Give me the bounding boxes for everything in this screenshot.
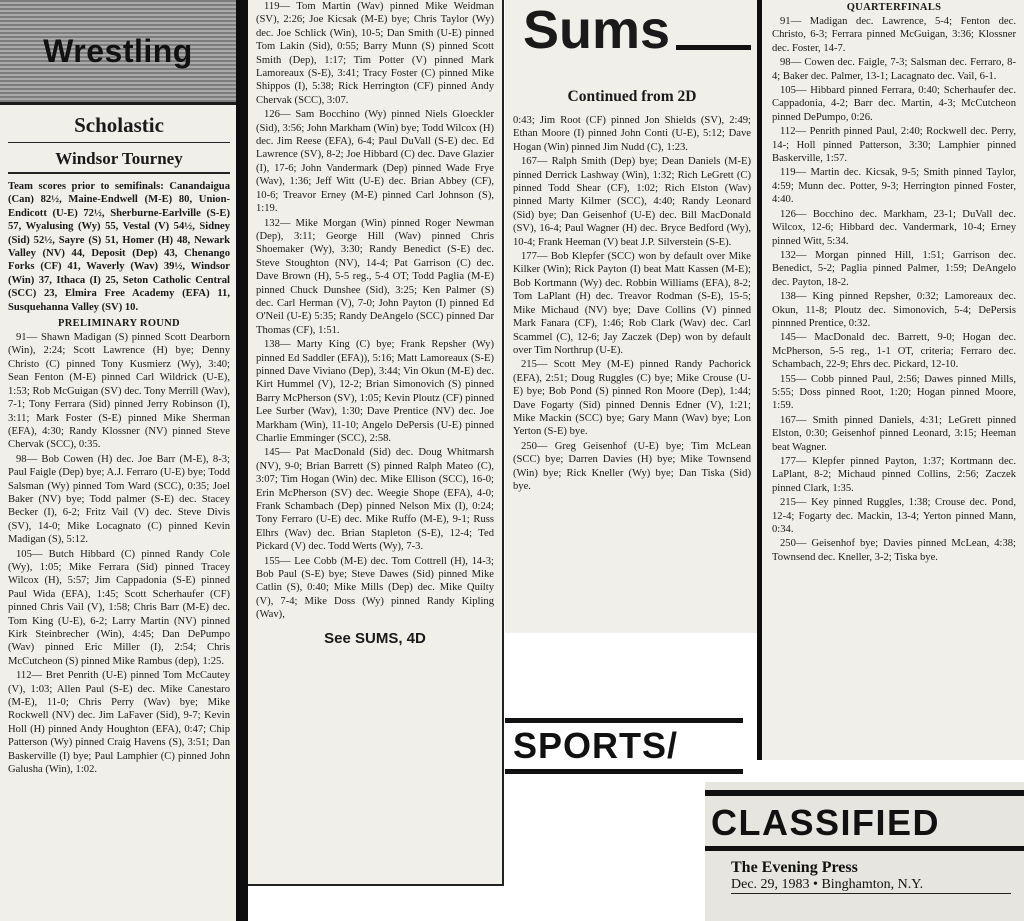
result-paragraph: 138— Marty King (C) bye; Frank Repsher (Wy) pinned Ed Saddler (EFA)), 5:16; Matt Lamoreaux (S-E) pinned Dave Viviano (Dep), 3:44; Vin Okun (M-E) dec. Kirt Hummel (V), 12-2; Brian Simonovich (S) pinned Barry McPherson (SV), 1:05; Kevin Ploutz (CF) pinned Lee Surber (Wav), 1:30; Dave Prentice (NV) dec. Joe Markham (Win), 11-10; Angelo DePersis (U-E) pinned Charlie Emminger (SCC), 2:58. xyxy=(256,339,494,444)
result-paragraph: 167— Ralph Smith (Dep) bye; Dean Daniels (M-E) pinned Derrick Lashway (Win), 1:32; Rich LeGrett (C) pinned Todd Shear (CF), 1:02; Rich Elston (Wav) pinned Marty Kilmer (SCC), 4:40; Randy Leonard (Sid) bye; Dan Geisenhof (U-E) dec. Bill MacDonald (SV), 16-4; Paul Wagner (H) dec. Bryce Bedford (Wy), 10-4; Frank Heeman (V) beat J.P. Silverstein (S-E). xyxy=(513,156,751,248)
result-paragraph: 119— Tom Martin (Wav) pinned Mike Weidman (SV), 2:26; Joe Kicsak (M-E) bye; Chris Taylor (Wy) dec. Joe Schlick (Win), 10-5; Dan Smith (U-E) pinned Tom Lakin (Sid), 0:55; Barry Munn (S) pinned Scott Smith (Dep), 1:17; Tim Potter (V) pinned Mark Lamoreaux (S-E), 3:41; Tracy Foster (C) pinned Mike Shippos (I), 5:38; Rick Herrington (CF) pinned Andy Chervak (SCC), 3:07. xyxy=(256,1,494,106)
column-divider xyxy=(236,0,248,921)
sums-heading xyxy=(523,0,751,60)
bottom-rule xyxy=(705,846,1024,851)
team-scores: Team scores prior to semifinals: Canandaigua (Can) 82½, Maine-Endwell (M-E) 80, Union-Endicott (U-E) 72½, Sherburne-Earlville (S-E) 57, Wyalusing (Wy) 55, Vestal (V) 54½, Sidney (Sid) 52½, Sayre (S) 51, Homer (H) 48, Newark Valley (NV) 44, Deposit (Dep) 43, Chenango Forks (CF) 41, Waverly (Wav) 39½, Windsor (Win) 37, Ithaca (I) 25, Seton Catholic Central (SCC) 23, Elmira Free Academy (EFA) 11, Susquehanna Valley (SV) 10. xyxy=(8,181,230,313)
result-paragraph: 138— King pinned Repsher, 0:32; Lamoreaux dec. Okun, 11-8; Ploutz dec. Simonovich, 5-4; DePersis pinnned Prentice, 0:32. xyxy=(772,291,1016,329)
newspaper-name: The Evening Press xyxy=(731,859,858,876)
result-paragraph: 91— Shawn Madigan (S) pinned Scott Dearborn (Win), 2:24; Scott Lawrence (H) bye; Denny Christo (C) pinned Tony Kusmierz (Wy), 3:40; Sean Fenton (M-E) pinned Carl Wildrick (U-E), 1:53; Rob McGuigan (SV) dec. Tony Merrill (Wav), 7-1; Tony Ferrara (Sid) pinned Jerry Robinson (I), 3:11; Mark Foster (S-E) pinned Mike Sherman (EFA), 4:30; Randy Klossner (NV) pinned Steve Chervak (SCC), 0:35. xyxy=(8,332,230,451)
result-paragraph: 112— Penrith pinned Paul, 2:40; Rockwell dec. Perry, 14-; Holl pinned Patterson, 3:30; Lamphier pinned Baskerville, 1:57. xyxy=(772,126,1016,165)
result-paragraph: 155— Cobb pinned Paul, 2:56; Dawes pinned Mills, 5:55; Doss pinned Root, 1:20; Hogan pinned Moore, 1:59. xyxy=(772,373,1016,412)
wrestling-banner xyxy=(0,0,236,105)
sports-section-label xyxy=(505,718,743,774)
result-paragraph: 132— Morgan pinned Hill, 1:51; Garrison dec. Benedict, 5-2; Paglia pinned Palmer, 1:59; DeAngelo dec. Payton, 18-2. xyxy=(772,249,1016,288)
column-4 xyxy=(762,0,1024,760)
result-paragraph: 119— Martin dec. Kicsak, 9-5; Smith pinned Taylor, 4:59; Munn dec. Potter, 9-3; Herrington pinned Foster, 4:40. xyxy=(772,167,1016,206)
result-paragraph: 0:43; Jim Root (CF) pinned Jon Shields (SV), 2:49; Ethan Moore (I) pinned John Conti (U-E), 5:12; Dave Hogan (Win) pinned Jim Nudd (C), 1:23. xyxy=(513,115,751,153)
tourney-heading: Windsor Tourney xyxy=(8,149,230,174)
result-paragraph: 215— Key pinned Ruggles, 1:38; Crouse dec. Pond, 12-4; Fogarty dec. Mackin, 13-4; Yerton pinned Mann, 0:34. xyxy=(772,497,1016,536)
result-paragraph: 91— Madigan dec. Lawrence, 5-4; Fenton dec. Christo, 6-3; Ferrara pinned McGuigan, 3:36; Klossner dec. Foster, 14-7. xyxy=(772,16,1016,54)
result-paragraph: 145— MacDonald dec. Barrett, 9-0; Hogan dec. McPherson, 5-5 reg., 1-1 OT, criteria; Ferraro dec. Schambach, 22-9; Ehrs dec. Pickard, 12-10. xyxy=(772,332,1016,371)
column-1 xyxy=(0,0,236,921)
result-paragraph: 126— Sam Bocchino (Wy) pinned Niels Gloeckler (Sid), 3:56; John Markham (Win) bye; Todd Wilcox (H) dec. Jim Reese (EFA), 6-4; Paul DuVall (S-E) dec. Ed Lawrence (SV), 8-2; Joe Hibbard (C) dec. Dave Glazier (I), 17-6; John Vandermark (Dep) pinned Wade Frye (Wav), 1:36; Jeff Witt (U-E) dec. Brian Abbey (CF), 10-6; Treavor Erney (M-E) pinned Carl Johnson (S), 1:19. xyxy=(256,109,494,215)
quarterfinals-heading: QUARTERFINALS xyxy=(846,2,942,13)
result-paragraph: 250— Geisenhof bye; Davies pinned McLean, 4:38; Townsend dec. Kneller, 3-2; Tiska bye. xyxy=(772,538,1016,563)
result-paragraph: 126— Bocchino dec. Markham, 23-1; DuVall dec. Wilcox, 12-6; Hibbard dec. Vandermark, 10-4; Erney pinned Witt, 5:34. xyxy=(772,208,1016,247)
sports-label: SPORTS/ xyxy=(513,725,679,766)
result-paragraph: 250— Greg Geisenhof (U-E) bye; Tim McLean (SCC) bye; Darren Davies (H) bye; Mike Townsend (Win) bye; Rick Kneller (Wy) bye; Dan Tiska (Sid) bye. xyxy=(513,440,751,492)
result-paragraph: 132— Mike Morgan (Win) pinned Roger Newman (Dep), 3:11; George Hill (Wav) pinned Chris Shoemaker (Wy), 3:30; Randy Benedict (S-E) dec. Steve Stoughton (NV), 14-4; Pat Garrison (C) dec. Dave Brown (H), 5-5 reg., 5-4 OT; Todd Paglia (M-E) pinned Chuck Dunshee (Sid), 3:25; Ken Palmer (S) dec. Carl Herman (V), 7-0; John Payton (I) pinned Ed O'Neil (U-E) 5:35; Randy DeAngelo (SCC) pinned Dar Thomas (CF), 1:51. xyxy=(256,217,494,336)
round-heading: PRELIMINARY ROUND xyxy=(58,318,180,330)
title-rule xyxy=(676,45,751,50)
section-heading: Scholastic xyxy=(8,113,230,143)
result-paragraph: 112— Bret Penrith (U-E) pinned Tom McCautey (V), 1:03; Allen Paul (S-E) dec. Mike Canestaro (M-E), 11-0; Chris Perry (Wav) bye; Mike Rockwell (NV) dec. Jim LaFaver (Sid), 9-7; Kevin Holl (H) pinned Andy Houghton (EFA), 0:47; Chip Patterson (Wy) pinned Craig Havens (S), 3:51; Dan Baskerville (I) bye; Paul Lamphier (C) pinned John Galusha (Win), 1:02. xyxy=(8,670,230,776)
dateline: Dec. 29, 1983 • Binghamton, N.Y. xyxy=(731,877,1011,894)
classified-label: CLASSIFIED xyxy=(711,802,941,843)
classified-section xyxy=(705,782,1024,921)
result-paragraph: 145— Pat MacDonald (Sid) dec. Doug Whitmarsh (NV), 9-0; Brian Barrett (S) pinned Ralph Mateo (C), 3:07; Tim Hogan (Win) dec. Mike Ellison (SCC), 16-0; Erin McPherson (SV) dec. Weegie Shope (EFA), 4-0; Frank Schambach (Dep) pinned Nelson Mix (I), 0:24; Tony Ferraro (U-E) dec. Mike Ruffo (M-E), 9-1; Russ Elhrs (Wav) dec. Brian Stapleton (S-E), 12-4; Ted Pickard (V) dec. Todd Werts (Wy), 7-3. xyxy=(256,447,494,553)
sums-title: Sums xyxy=(523,0,671,60)
banner-title: Wrestling xyxy=(43,32,193,69)
result-paragraph: 177— Klepfer pinned Payton, 1:37; Kortmann dec. LaPlant, 8-2; Michaud pinned Collins, 2:56; Zaczek pinned Clark, 1:35. xyxy=(772,456,1016,494)
column-3 xyxy=(505,0,757,633)
continued-line: Continued from 2D xyxy=(567,88,697,105)
see-sums-jump: See SUMS, 4D xyxy=(324,629,426,647)
result-paragraph: 105— Hibbard pinned Ferrara, 0:40; Scherhaufer dec. Cappadonia, 4-2; Barr dec. Martin, 4-3; McCutcheon pinned DePumpo, 0:26. xyxy=(772,85,1016,123)
column-divider xyxy=(757,0,762,760)
column-2 xyxy=(248,0,504,886)
result-paragraph: 155— Lee Cobb (M-E) dec. Tom Cottrell (H), 14-3; Bob Paul (S-E) bye; Steve Dawes (Sid) pinned Mike Catlin (S), 0:40; Mike Mills (Dep) dec. Mike Quilty (V), 7-4; Mike Doss (Wy) pinned Randy Kipling (Wav), xyxy=(256,555,494,621)
result-paragraph: 167— Smith pinned Daniels, 4:31; LeGrett pinned Elston, 0:30; Geisenhof pinned Leonard, 3:15; Heeman beat Wagner. xyxy=(772,414,1016,453)
result-paragraph: 215— Scott Mey (M-E) pinned Randy Pachorick (EFA), 2:51; Doug Ruggles (C) bye; Mike Crouse (U-E) bye; Bob Pond (S) pinned Ron Moore (Dep), 1:44; Dave Fogarty (Sid) pinned Dennis Edner (V), 1:21; Mike Mackin (SCC) bye; Gary Mann (Wav) bye; Lon Yerton (S-E) bye. xyxy=(513,359,751,438)
result-paragraph: 177— Bob Klepfer (SCC) won by default over Mike Kilker (Win); Rick Payton (I) beat Matt Kassen (M-E); Bob Kortmann (Wy) dec. Robbin Williams (EFA), 8-2; Tom LaPlant (H) dec. Treavor Rodman (S-E), 15-5; Mike Michaud (NV) bye; Dave Collins (V) pinned Mark Fanara (CF), 1:46; Rob Clark (Wav) dec. Carl Scammel (C), 12-6; Jay Zaczek (Dep) won by default over Tim Northrup (U-E). xyxy=(513,251,751,356)
result-paragraph: 98— Bob Cowen (H) dec. Joe Barr (M-E), 8-3; Paul Faigle (Dep) bye; A.J. Ferraro (U-E) bye; Todd Salsman (Wy) pinned Tom Ward (SCC), 0:35; Joel Baker (NV) bye; Todd palmer (S-E) dec. Stacey Becker (I), 6-2; Fritz Vail (V) dec. Steve Divis (SV), 14-0; Mike Locagnato (C) pinned Kevin Madigan (S), 5:12. xyxy=(8,453,230,546)
result-paragraph: 105— Butch Hibbard (C) pinned Randy Cole (Wy), 1:05; Mike Ferrara (Sid) pinned Tracey Wilcox (H), 5:57; Jim Cappadonia (S-E) pinned Paul Wida (EFA), 1:45; Scott Scherhaufer (CF) pinned Chris Vail (V), 1:58; Chris Barr (M-E) dec. Tom King (U-E), 6-2; Larry Martin (NV) pinned Kirk Steinbrecher (Win), 4:45; Dan DePumpo (Wav) pinned Eric Miller (I), 2:54; Chris McCutcheon (S) pinned Mike Rambus (dep), 1:25. xyxy=(8,548,230,667)
result-paragraph: 98— Cowen dec. Faigle, 7-3; Salsman dec. Ferraro, 8-4; Baker dec. Palmer, 13-1; Lacagnato dec. Vail, 6-1. xyxy=(772,57,1016,82)
